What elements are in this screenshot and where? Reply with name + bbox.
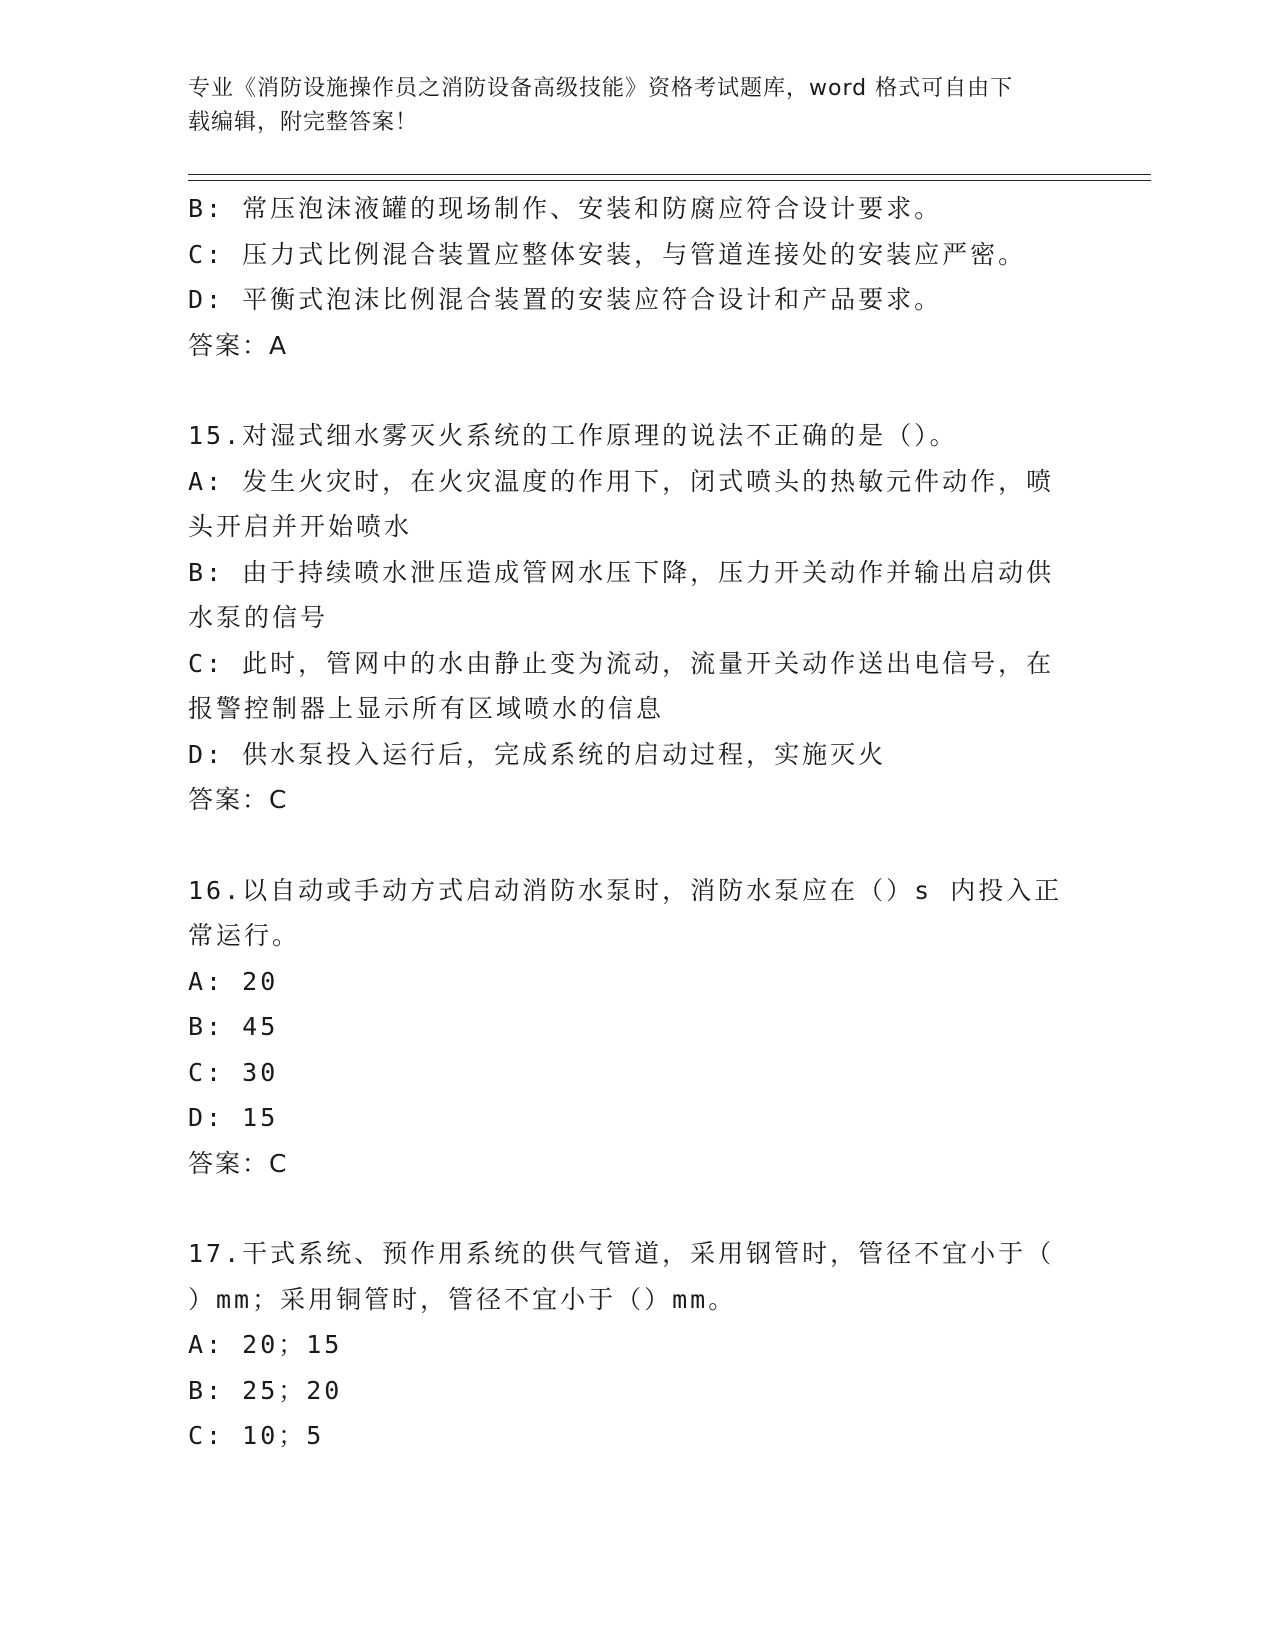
question-17	[188, 1231, 1068, 1459]
option-a-line-2: 头开启并开始喷水	[188, 512, 413, 541]
option-b-line-1: B: 由于持续喷水泄压造成管网水压下降，压力开关动作并输出启动供	[188, 557, 1055, 587]
option-d: D: 供水泵投入运行后，完成系统的启动过程，实施灭火	[188, 739, 887, 769]
answer: 答案：A	[188, 330, 289, 360]
option-d: D: 15	[188, 1103, 279, 1132]
question-stem-line-1: 16.以自动或手动方式启动消防水泵时，消防水泵应在（）s 内投入正	[188, 875, 1063, 905]
question-stem-line-2: ）mm；采用铜管时，管径不宜小于（）mm。	[188, 1284, 737, 1314]
option-c-line-1: C: 此时，管网中的水由静止变为流动，流量开关动作送出电信号，在	[188, 648, 1055, 678]
option-d: D: 平衡式泡沫比例混合装置的安装应符合设计和产品要求。	[188, 285, 943, 314]
option-c: C: 10；5	[188, 1421, 325, 1450]
option-c: C: 压力式比例混合装置应整体安装，与管道连接处的安装应严密。	[188, 239, 1027, 269]
option-a: A: 20	[188, 966, 279, 996]
header-rule-bottom	[188, 180, 1151, 181]
answer: 答案：C	[188, 785, 289, 814]
header-line-2: 载编辑，附完整答案！	[188, 110, 419, 135]
answer: 答案：C	[188, 1148, 289, 1178]
option-b-line-2: 水泵的信号	[188, 603, 329, 632]
question-stem-line-1: 17.干式系统、预作用系统的供气管道，采用钢管时，管径不宜小于（	[188, 1239, 1055, 1268]
question-stem-line-2: 常运行。	[188, 921, 301, 950]
question-16	[188, 868, 1068, 1187]
question-stem: 15.对湿式细水雾灭火系统的工作原理的说法不正确的是（）。	[188, 421, 958, 450]
header-rule-top	[188, 174, 1151, 175]
option-a-line-1: A: 发生火灾时，在火灾温度的作用下，闭式喷头的热敏元件动作，喷	[188, 466, 1055, 496]
option-b: B: 25；20	[188, 1375, 343, 1405]
option-c-line-2: 报警控制器上显示所有区域喷水的信息	[188, 694, 665, 723]
question-14	[188, 186, 1068, 368]
header-line-1: 专业《消防设施操作员之消防设备高级技能》资格考试题库，word 格式可自由下	[188, 76, 1014, 101]
spacer	[188, 368, 1068, 413]
question-list	[188, 186, 1068, 1459]
spacer	[188, 1186, 1068, 1231]
option-b: B: 常压泡沫液罐的现场制作、安装和防腐应符合设计要求。	[188, 194, 943, 223]
option-c: C: 30	[188, 1057, 279, 1087]
spacer	[188, 823, 1068, 868]
document-header	[188, 72, 1068, 140]
option-a: A: 20；15	[188, 1330, 343, 1359]
option-b: B: 45	[188, 1012, 279, 1041]
question-15	[188, 413, 1068, 823]
